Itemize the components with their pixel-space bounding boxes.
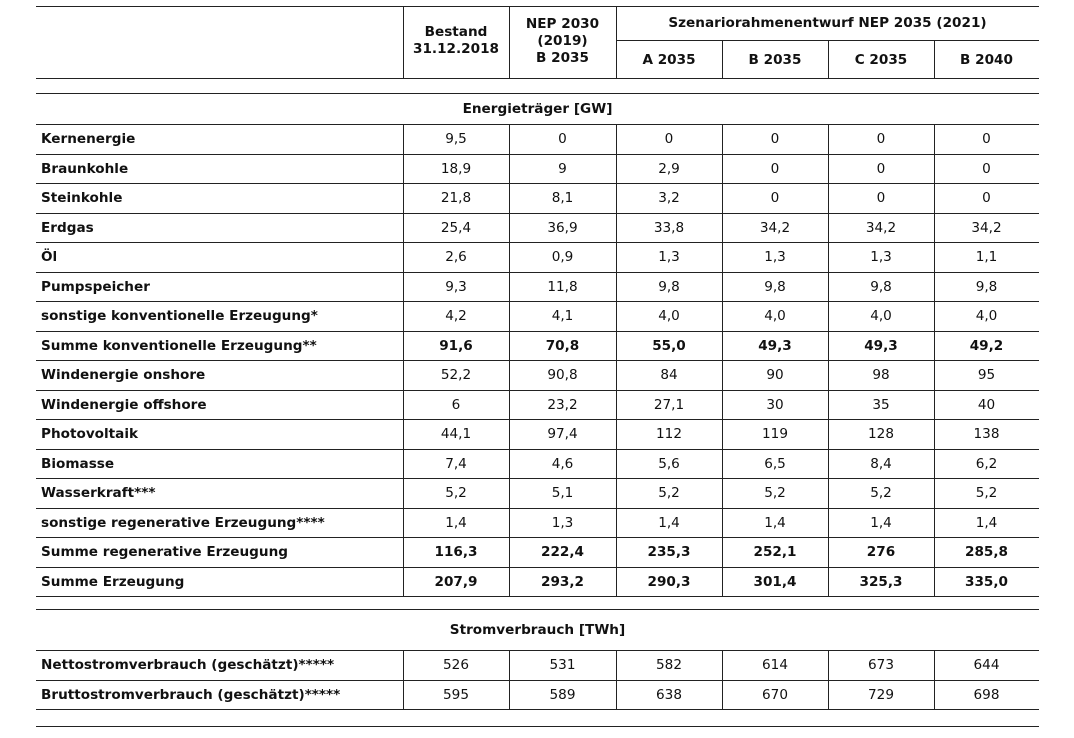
- row-value: 1,4: [764, 514, 786, 531]
- row-label: Erdgas: [41, 219, 94, 236]
- row-value: 1,4: [445, 514, 467, 531]
- row-value: 1,3: [551, 514, 574, 531]
- row-value: 595: [443, 686, 469, 703]
- row-label: Photovoltaik: [41, 426, 139, 443]
- row-value: 673: [868, 657, 894, 674]
- row-label: Kernenergie: [41, 131, 136, 148]
- row-value: 290,3: [647, 573, 691, 590]
- row-value: 698: [973, 686, 1000, 703]
- header-group: Szenariorahmenentwurf NEP 2035 (2021): [668, 15, 987, 31]
- header-c2035: C 2035: [854, 52, 908, 68]
- row-value: 325,3: [859, 573, 903, 590]
- row-label: Nettostromverbrauch (geschätzt)*****: [41, 657, 335, 674]
- row-label: Summe konventionelle Erzeugung**: [41, 337, 317, 354]
- table-row: [36, 420, 1039, 450]
- header-bestand: Bestand 31.12.2018: [413, 24, 499, 57]
- row-label: sonstige konventionelle Erzeugung*: [41, 308, 318, 325]
- row-value: 40: [977, 396, 996, 413]
- table-row: [36, 538, 1039, 568]
- row-value: 5,2: [445, 485, 467, 502]
- row-value: 614: [762, 657, 788, 674]
- row-value: 84: [660, 367, 678, 384]
- row-label: Summe Erzeugung: [41, 573, 185, 590]
- row-value: 49,3: [758, 337, 792, 354]
- row-value: 638: [656, 686, 682, 703]
- row-value: 9,3: [445, 278, 467, 295]
- row-value: 3,2: [658, 190, 680, 207]
- row-value: 49,3: [864, 337, 898, 354]
- row-value: 293,2: [541, 573, 584, 590]
- row-value: 90,8: [547, 367, 578, 384]
- row-value: 44,1: [440, 426, 472, 443]
- table-row: [36, 681, 1039, 711]
- row-value: 95: [977, 367, 996, 384]
- table-row: [36, 391, 1039, 421]
- table-row: [36, 479, 1039, 509]
- row-value: 36,9: [547, 219, 578, 236]
- section-title-energietraeger: Energieträger [GW]: [36, 93, 1039, 125]
- row-value: 119: [762, 426, 788, 443]
- row-value: 6,5: [764, 455, 786, 472]
- row-value: 5,2: [975, 485, 998, 502]
- row-value: 9,8: [764, 278, 786, 295]
- row-value: 285,8: [965, 544, 1008, 561]
- row-value: 1,4: [658, 514, 680, 531]
- row-value: 0: [982, 160, 991, 177]
- row-value: 0: [770, 160, 780, 177]
- row-value: 90: [766, 367, 784, 384]
- row-value: 52,2: [440, 367, 472, 384]
- row-value: 335,0: [965, 573, 1008, 590]
- section-title-stromverbrauch: Stromverbrauch [TWh]: [36, 609, 1039, 651]
- row-value: 25,4: [440, 219, 472, 236]
- row-value: 116,3: [434, 544, 478, 561]
- table-row: [36, 214, 1039, 244]
- row-value: 0: [982, 131, 991, 148]
- table-row: [36, 450, 1039, 480]
- row-label: Braunkohle: [41, 160, 129, 177]
- row-label: Wasserkraft***: [41, 485, 156, 502]
- row-value: 1,4: [975, 514, 998, 531]
- table-row: [36, 155, 1039, 185]
- row-value: 23,2: [547, 396, 578, 413]
- row-value: 8,4: [870, 455, 892, 472]
- row-value: 582: [656, 657, 682, 674]
- row-value: 27,1: [653, 396, 685, 413]
- table-row: [36, 184, 1039, 214]
- row-value: 2,9: [658, 160, 680, 177]
- header-b2035: B 2035: [748, 52, 802, 68]
- row-value: 34,2: [971, 219, 1002, 236]
- row-label: Bruttostromverbrauch (geschätzt)*****: [41, 686, 341, 703]
- row-value: 276: [866, 544, 896, 561]
- table-row: [36, 361, 1039, 391]
- row-value: 4,1: [551, 308, 574, 325]
- row-value: 531: [549, 657, 576, 674]
- row-value: 1,3: [870, 249, 892, 266]
- row-value: 70,8: [545, 337, 580, 354]
- row-value: 49,2: [969, 337, 1004, 354]
- row-value: 5,1: [551, 485, 574, 502]
- row-label: Steinkohle: [41, 190, 123, 207]
- row-value: 34,2: [759, 219, 791, 236]
- row-value: 91,6: [439, 337, 473, 354]
- row-value: 21,8: [440, 190, 472, 207]
- row-value: 301,4: [753, 573, 797, 590]
- row-label: Windenergie offshore: [41, 396, 207, 413]
- row-label: Windenergie onshore: [41, 367, 206, 384]
- row-value: 0: [664, 131, 674, 148]
- row-value: 9: [558, 160, 567, 177]
- row-value: 4,0: [975, 308, 998, 325]
- row-value: 35: [872, 396, 890, 413]
- table-header: [36, 6, 1039, 79]
- row-value: 5,2: [764, 485, 786, 502]
- row-value: 18,9: [440, 160, 472, 177]
- row-value: 34,2: [865, 219, 897, 236]
- row-value: 0: [770, 131, 780, 148]
- row-value: 55,0: [652, 337, 686, 354]
- row-value: 0: [876, 131, 886, 148]
- table-row: [36, 302, 1039, 332]
- row-value: 0: [876, 190, 886, 207]
- row-value: 33,8: [653, 219, 685, 236]
- row-value: 11,8: [547, 278, 578, 295]
- section-rows-energietraeger: [36, 125, 1039, 597]
- row-value: 4,2: [445, 308, 467, 325]
- table-row: [36, 332, 1039, 362]
- row-value: 1,3: [764, 249, 786, 266]
- row-value: 526: [443, 657, 469, 674]
- table-row: [36, 243, 1039, 273]
- section-rows-stromverbrauch: [36, 651, 1039, 710]
- row-value: 222,4: [541, 544, 584, 561]
- row-value: 1,4: [870, 514, 892, 531]
- row-value: 98: [872, 367, 890, 384]
- row-value: 0: [982, 190, 991, 207]
- row-value: 5,6: [658, 455, 680, 472]
- table-row: [36, 509, 1039, 539]
- row-value: 9,5: [445, 131, 467, 148]
- row-value: 4,6: [551, 455, 574, 472]
- row-value: 5,2: [658, 485, 680, 502]
- row-value: 97,4: [547, 426, 578, 443]
- row-value: 235,3: [647, 544, 691, 561]
- table-row: [36, 651, 1039, 681]
- data-table: [36, 6, 1039, 727]
- row-label: Summe regenerative Erzeugung: [41, 544, 288, 561]
- table-row: [36, 273, 1039, 303]
- row-label: Öl: [41, 249, 58, 266]
- header-nep2030: NEP 2030 (2019) B 2035: [525, 16, 600, 66]
- row-label: Pumpspeicher: [41, 278, 150, 295]
- row-value: 1,3: [658, 249, 680, 266]
- row-value: 7,4: [445, 455, 467, 472]
- row-value: 30: [766, 396, 784, 413]
- row-value: 2,6: [445, 249, 467, 266]
- row-value: 4,0: [764, 308, 786, 325]
- row-value: 9,8: [975, 278, 998, 295]
- row-value: 138: [973, 426, 1000, 443]
- row-value: 0: [558, 131, 567, 148]
- row-value: 207,9: [434, 573, 478, 590]
- table-row: [36, 125, 1039, 155]
- table-bottom-rule: [36, 726, 1039, 727]
- row-value: 4,0: [658, 308, 680, 325]
- row-value: 644: [973, 657, 1000, 674]
- row-value: 5,2: [870, 485, 892, 502]
- header-a2035: A 2035: [642, 52, 696, 68]
- table-row: [36, 568, 1039, 598]
- row-label: sonstige regenerative Erzeugung****: [41, 514, 325, 531]
- row-value: 8,1: [551, 190, 574, 207]
- row-value: 128: [868, 426, 894, 443]
- row-label: Biomasse: [41, 455, 115, 472]
- row-value: 9,8: [658, 278, 680, 295]
- row-value: 729: [868, 686, 894, 703]
- row-value: 112: [656, 426, 682, 443]
- row-value: 1,1: [975, 249, 998, 266]
- row-value: 670: [762, 686, 788, 703]
- header-b2040: B 2040: [960, 52, 1013, 68]
- row-value: 252,1: [753, 544, 797, 561]
- row-value: 0: [876, 160, 886, 177]
- row-value: 0,9: [551, 249, 574, 266]
- row-value: 0: [770, 190, 780, 207]
- row-value: 589: [549, 686, 576, 703]
- row-value: 4,0: [870, 308, 892, 325]
- row-value: 6: [451, 396, 461, 413]
- row-value: 9,8: [870, 278, 892, 295]
- row-value: 6,2: [975, 455, 998, 472]
